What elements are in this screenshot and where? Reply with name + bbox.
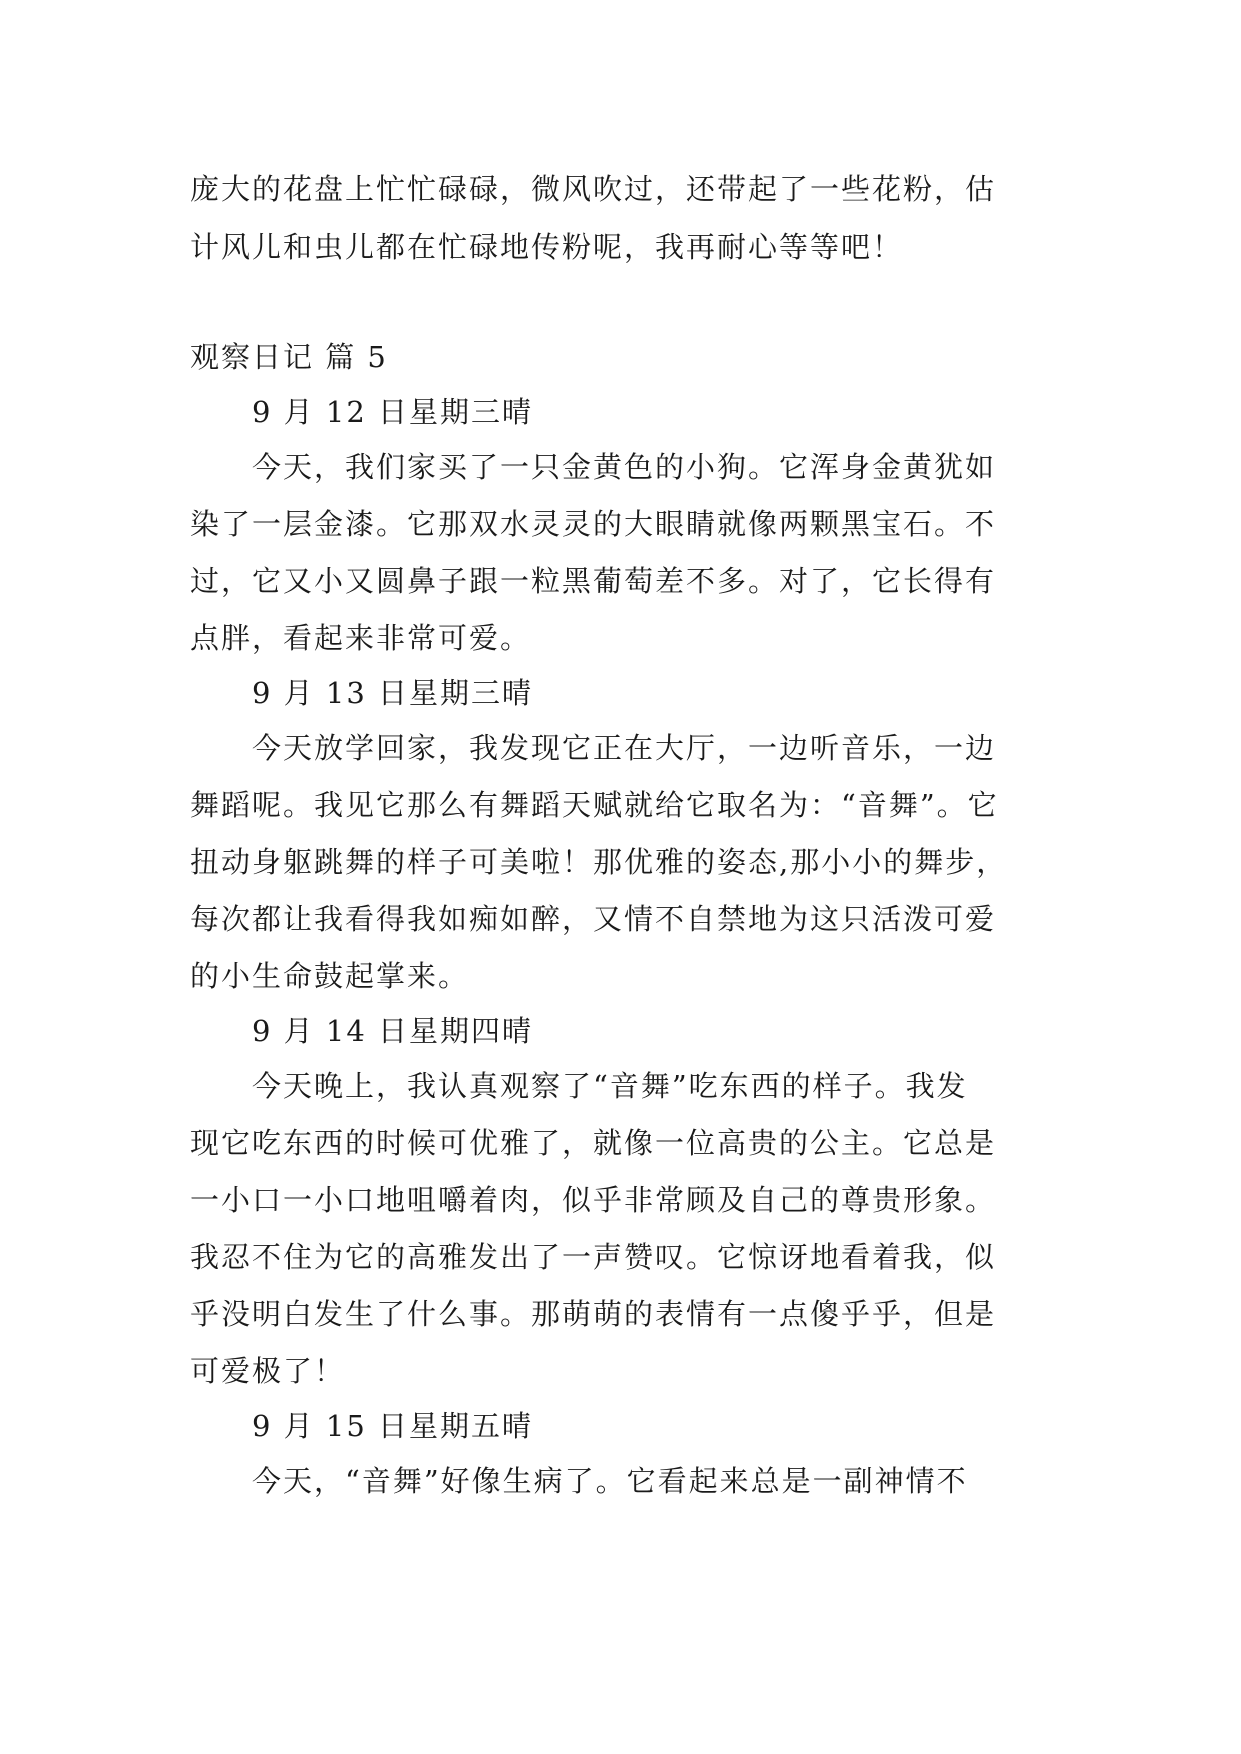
paragraph-line: 过，它又小又圆鼻子跟一粒黑葡萄差不多。对了，它长得有 [190, 564, 997, 598]
paragraph-line: 舞蹈呢。我见它那么有舞蹈天赋就给它取名为：“音舞”。它 [190, 788, 999, 822]
paragraph-line: 今天放学回家，我发现它正在大厅，一边听音乐，一边 [252, 731, 997, 765]
paragraph-line: 一小口一小口地咀嚼着肉，似乎非常顾及自己的尊贵形象。 [190, 1183, 997, 1217]
paragraph-line: 点胖，看起来非常可爱。 [190, 621, 532, 655]
entry-date: 9 月 13 日星期三晴 [252, 676, 534, 710]
paragraph-line: 我忍不住为它的高雅发出了一声赞叹。它惊讶地看着我，似 [190, 1240, 997, 1274]
entry-date: 9 月 12 日星期三晴 [252, 395, 534, 429]
entry-date: 9 月 15 日星期五晴 [252, 1409, 534, 1443]
paragraph-line: 今天晚上，我认真观察了“音舞”吃东西的样子。我发 [252, 1069, 968, 1103]
paragraph-line: 每次都让我看得我如痴如醉，又情不自禁地为这只活泼可爱 [190, 902, 997, 936]
paragraph-line: 扭动身躯跳舞的样子可美啦！那优雅的姿态,那小小的舞步， [190, 845, 1008, 879]
paragraph-line: 计风儿和虫儿都在忙碌地传粉呢，我再耐心等等吧！ [190, 230, 904, 264]
paragraph-line: 现它吃东西的时候可优雅了，就像一位高贵的公主。它总是 [190, 1126, 997, 1160]
paragraph-line: 的小生命鼓起掌来。 [190, 959, 470, 993]
entry-date: 9 月 14 日星期四晴 [252, 1014, 534, 1048]
paragraph-line: 今天，我们家买了一只金黄色的小狗。它浑身金黄犹如 [252, 450, 997, 484]
paragraph-line: 庞大的花盘上忙忙碌碌，微风吹过，还带起了一些花粉，估 [190, 172, 997, 206]
paragraph-line: 乎没明白发生了什么事。那萌萌的表情有一点傻乎乎，但是 [190, 1297, 997, 1331]
paragraph-line: 染了一层金漆。它那双水灵灵的大眼睛就像两颗黑宝石。不 [190, 507, 997, 541]
paragraph-line: 可爱极了！ [190, 1354, 346, 1388]
section-heading: 观察日记 篇 5 [190, 340, 388, 374]
paragraph-line: 今天，“音舞”好像生病了。它看起来总是一副神情不 [252, 1464, 968, 1498]
